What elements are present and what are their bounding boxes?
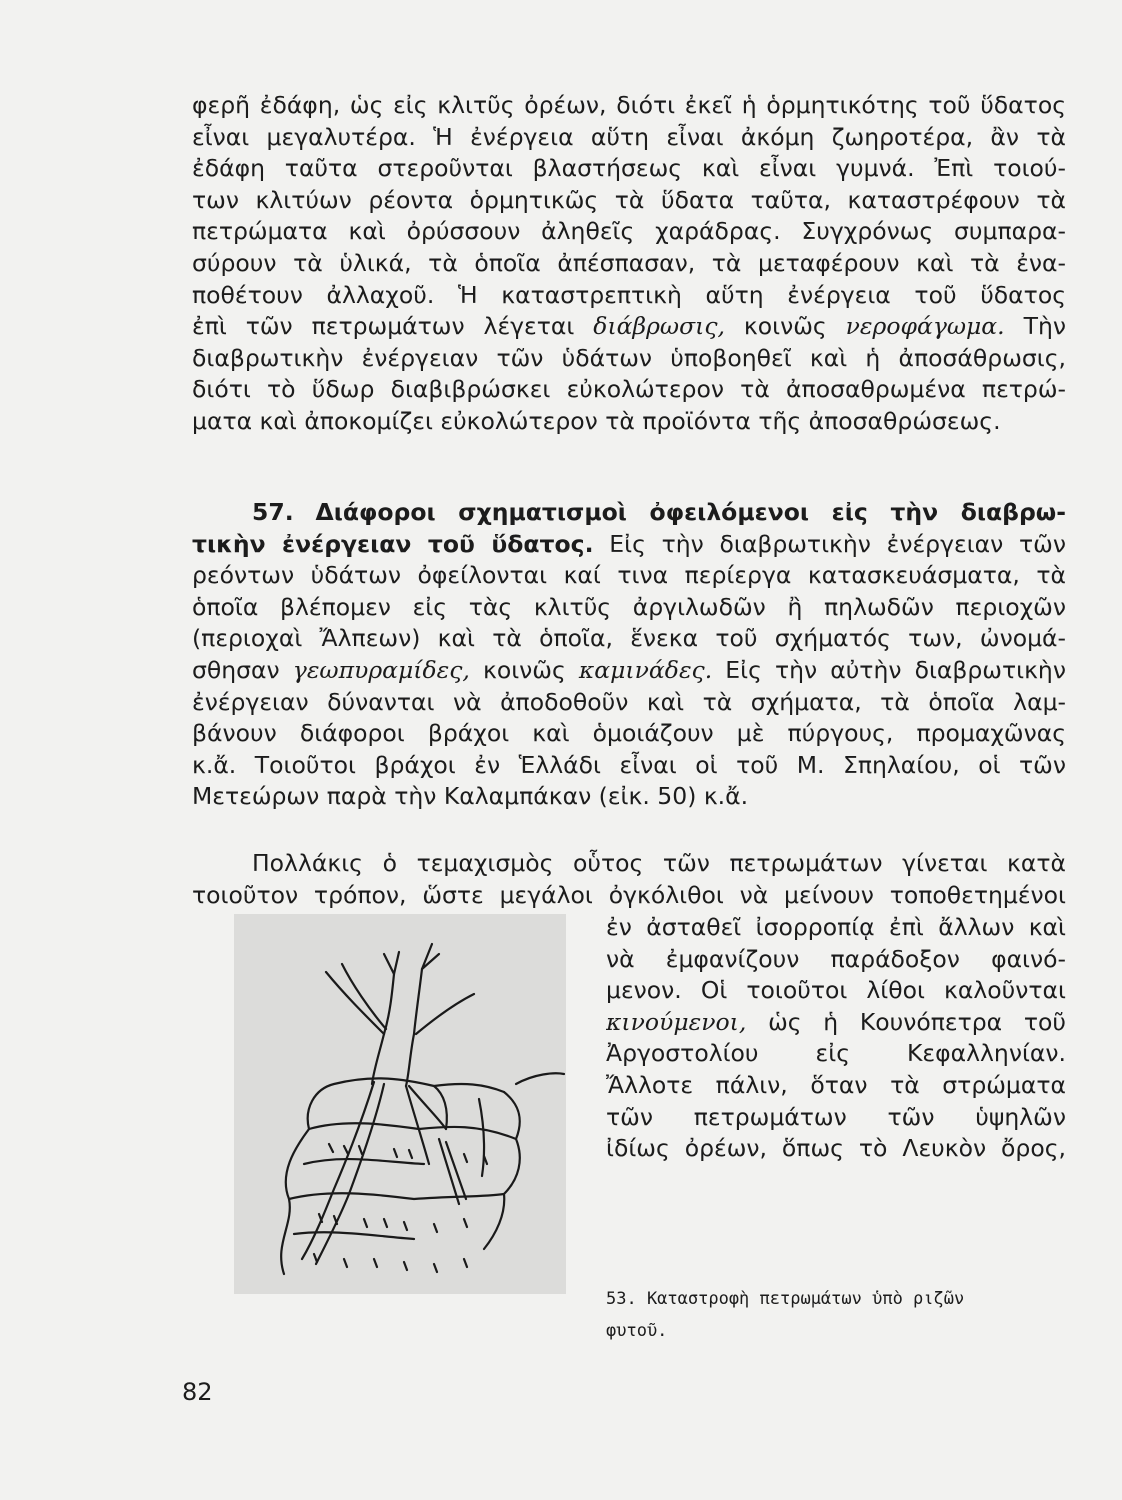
- section-heading: Διάφοροι σχηματισμοὶ ὀφειλόμενοι εἰς τὴν διαβρω-: [315, 498, 1066, 526]
- text-line: νὰ ἐμφανίζουν παράδοξον φαινό-: [606, 944, 1066, 973]
- text-line: ὁποῖα βλέπομεν εἰς τὰς κλιτῦς ἀργιλωδῶν ἢ πηλωδῶν περιοχῶν: [192, 592, 1066, 621]
- text-line: ρεόντων ὑδάτων ὀφείλονται καί τινα περίεργα κατασκευάσματα, τὰ: [192, 561, 1066, 590]
- text-line: βάνουν διάφοροι βράχοι καὶ ὁμοιάζουν μὲ πύργους, προμαχῶνας: [192, 719, 1066, 748]
- term-geopyramides: γεωπυραμίδες,: [292, 655, 470, 684]
- text-line: κ.ἄ. Τοιοῦτοι βράχοι ἐν Ἑλλάδι εἶναι οἱ τοῦ Μ. Σπηλαίου, οἱ τῶν: [192, 750, 1066, 779]
- term-diavrosis: διάβρωσις,: [593, 312, 725, 341]
- text-span: Τὴν: [1023, 312, 1066, 341]
- paragraph-erosion: [192, 90, 1066, 438]
- section-57: [192, 497, 1066, 813]
- text-span: Εἰς τὴν διαβρωτικὴν ἐνέργειαν τῶν: [609, 529, 1066, 558]
- paragraph-boulders-narrow: [606, 912, 1066, 1165]
- text-line: εἶναι μεγαλυτέρα. Ἡ ἐνέργεια αὕτη εἶναι ἀκόμη ζωηροτέρα, ἂν τὰ: [192, 122, 1066, 151]
- text-line: πετρώματα καὶ ὀρύσσουν ἀληθεῖς χαράδρας. Συγχρόνως συμπαρα-: [192, 217, 1066, 246]
- caption-line: 53. Καταστροφὴ πετρωμάτων ὑπὸ ριζῶν: [606, 1289, 965, 1309]
- tree-roots-rock-illustration-icon: [234, 914, 566, 1294]
- text-line: ἐν ἀσταθεῖ ἰσορροπίᾳ ἐπὶ ἄλλων καὶ: [606, 913, 1066, 941]
- figure-caption: [606, 1283, 1066, 1347]
- text-line: [606, 1007, 1066, 1039]
- text-line: φερῆ ἐδάφη, ὡς εἰς κλιτῦς ὀρέων, διότι ἐκεῖ ἡ ὁρμητικότης τοῦ ὕδατος: [192, 91, 1066, 119]
- text-line: Πολλάκις ὁ τεμαχισμὸς οὗτος τῶν πετρωμάτων γίνεται κατὰ: [252, 849, 1066, 877]
- text-line: ἐνέργειαν δύνανται νὰ ἀποδοθοῦν καὶ τὰ σχήματα, τὰ ὁποῖα λαμ-: [192, 687, 1066, 716]
- text-line: [192, 311, 1066, 343]
- term-kinoumenoi: κινούμενοι,: [606, 1007, 747, 1036]
- text-line: [192, 529, 1066, 561]
- text-line: Ἄλλοτε πάλιν, ὅταν τὰ στρώματα: [606, 1070, 1066, 1099]
- term-kaminades: καμινάδες.: [578, 655, 713, 684]
- figure-53: [234, 914, 566, 1294]
- text-line: των κλιτύων ρέοντα ὁρμητικῶς τὰ ὕδατα ταῦτα, καταστρέφουν τὰ: [192, 185, 1066, 214]
- text-line: Μετεώρων παρὰ τὴν Καλαμπάκαν (εἰκ. 50) κ.ἄ.: [192, 782, 749, 811]
- text-line: τοιοῦτον τρόπον, ὥστε μεγάλοι ὀγκόλιθοι νὰ μείνουν τοποθετημένοι: [192, 880, 1066, 909]
- section-number: 57.: [252, 498, 294, 526]
- caption-line: φυτοῦ.: [606, 1321, 668, 1341]
- text-line: ποθέτουν ἀλλαχοῦ. Ἡ καταστρεπτικὴ αὕτη ἐνέργεια τοῦ ὕδατος: [192, 280, 1066, 309]
- text-span: ὡς ἡ Κουνόπετρα τοῦ: [768, 1007, 1066, 1036]
- section-heading-line: [192, 497, 1066, 529]
- text-line: ἐδάφη ταῦτα στεροῦνται βλαστήσεως καὶ εἶναι γυμνά. Ἐπὶ τοιού-: [192, 154, 1066, 183]
- page-number: 82: [182, 1378, 213, 1406]
- text-span: ἐπὶ τῶν πετρωμάτων λέγεται: [192, 312, 575, 341]
- text-line: Ἀργοστολίου εἰς Κεφαλληνίαν.: [606, 1039, 1066, 1068]
- text-span: κοινῶς: [483, 655, 566, 684]
- text-line: [192, 655, 1066, 687]
- text-span: σθησαν: [192, 655, 280, 684]
- text-line: διαβρωτικὴν ἐνέργειαν τῶν ὑδάτων ὑποβοηθεῖ καὶ ἡ ἀποσάθρωσις,: [192, 343, 1066, 372]
- text-line: (περιοχαὶ Ἄλπεων) καὶ τὰ ὁποῖα, ἕνεκα τοῦ σχήματός των, ὠνομά-: [192, 624, 1066, 653]
- text-span: Εἰς τὴν αὐτὴν διαβρωτικὴν: [725, 655, 1066, 684]
- paragraph-boulders: [192, 848, 1066, 911]
- text-line: τῶν πετρωμάτων τῶν ὑψηλῶν: [606, 1102, 1066, 1131]
- term-nerofagoma: νεροφάγωμα.: [845, 312, 1005, 341]
- text-line: ματα καὶ ἀποκομίζει εὐκολώτερον τὰ προϊόντα τῆς ἀποσαθρώσεως.: [192, 406, 1001, 435]
- text-line: σύρουν τὰ ὑλικά, τὰ ὁποῖα ἀπέσπασαν, τὰ μεταφέρουν καὶ τὰ ἐνα-: [192, 248, 1066, 277]
- text-span: κοινῶς: [743, 312, 827, 341]
- text-line: διότι τὸ ὕδωρ διαβιβρώσκει εὐκολώτερον τὰ ἀποσαθρωμένα πετρώ-: [192, 375, 1066, 404]
- text-line: μενον. Οἱ τοιοῦτοι λίθοι καλοῦνται: [606, 976, 1066, 1005]
- text-line: ἰδίως ὀρέων, ὅπως τὸ Λευκὸν ὄρος,: [606, 1134, 1066, 1163]
- section-heading-cont: τικὴν ἐνέργειαν τοῦ ὕδατος.: [192, 529, 594, 558]
